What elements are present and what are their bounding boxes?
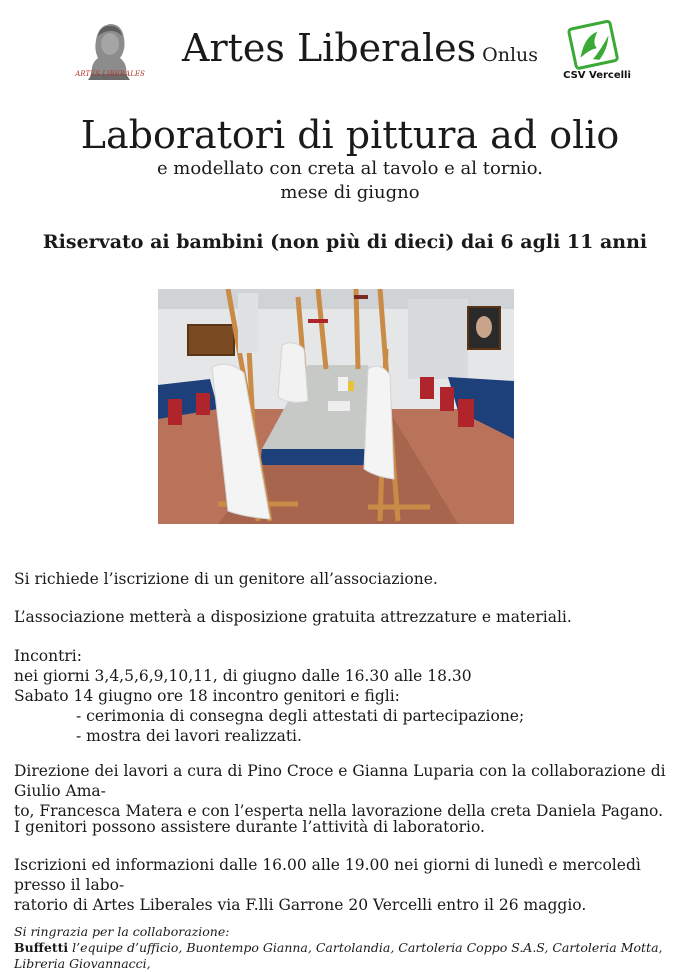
main-title: Laboratori di pittura ad olio	[80, 113, 620, 157]
subtitle-line-2: mese di giugno	[280, 182, 420, 203]
bullet-exhibition: - mostra dei lavori realizzati.	[76, 727, 302, 745]
direction-line-1: Direzione dei lavori a cura di Pino Croce e Gianna Luparia con la collaborazione di Giulio Ama-	[14, 762, 666, 800]
incontri-section	[14, 646, 686, 746]
artes-liberales-logo	[68, 14, 148, 86]
enrollment-line-2: ratorio di Artes Liberales via F.lli Garrone 20 Vercelli entro il 26 maggio.	[14, 896, 587, 914]
paragraph-parents: I genitori possono assistere durante l’attività di laboratorio.	[14, 818, 485, 836]
thanks-label: Si ringrazia per la collaborazione:	[14, 924, 230, 939]
sponsors-list-1: l’equipe d’ufficio, Buontempo Gianna, Cartolandia, Cartoleria Coppo S.A.S, Cartoleria Motta,	[72, 940, 663, 955]
direction-line-2: to, Francesca Matera e con l’esperta nella lavorazione della creta Daniela Pagano.	[14, 802, 664, 820]
reserved-notice: Riservato ai bambini (non più di dieci) dai 6 agli 11 anni	[42, 231, 648, 253]
bullet-ceremony: - cerimonia di consegna degli attestati di partecipazione;	[76, 707, 525, 725]
sponsors-line-1	[14, 940, 686, 956]
org-name: Artes Liberales	[182, 26, 477, 70]
sponsors-line-2: Libreria Giovannacci,	[14, 956, 151, 971]
buffetti-brand: Buffetti	[14, 940, 69, 955]
incontri-dates: nei giorni 3,4,5,6,9,10,11, di giugno dalle 16.30 alle 18.30	[14, 667, 472, 685]
subtitle-line-1: e modellato con creta al tavolo e al tornio.	[156, 158, 544, 179]
paragraph-enrollment	[14, 855, 686, 915]
csv-logo-icon	[560, 18, 634, 70]
paragraph-registration: Si richiede l’iscrizione di un genitore all’associazione.	[14, 570, 438, 588]
org-suffix: Onlus	[482, 44, 539, 66]
logo-caption: ARTES LIBERALES	[75, 70, 145, 78]
paragraph-direction	[14, 761, 686, 821]
enrollment-line-1: Iscrizioni ed informazioni dalle 16.00 alle 19.00 nei giorni di lunedì e mercoledì presso il labo-	[14, 856, 641, 894]
incontri-label: Incontri:	[14, 647, 82, 665]
csv-vercelli-logo	[560, 18, 634, 84]
workshop-photo	[158, 289, 514, 524]
org-title	[182, 26, 538, 77]
paragraph-materials: L’associazione metterà a disposizione gratuita attrezzature e materiali.	[14, 608, 572, 626]
csv-label: CSV Vercelli	[563, 70, 631, 81]
thanks-section	[14, 924, 686, 972]
incontri-saturday: Sabato 14 giugno ore 18 incontro genitori e figli:	[14, 687, 400, 705]
